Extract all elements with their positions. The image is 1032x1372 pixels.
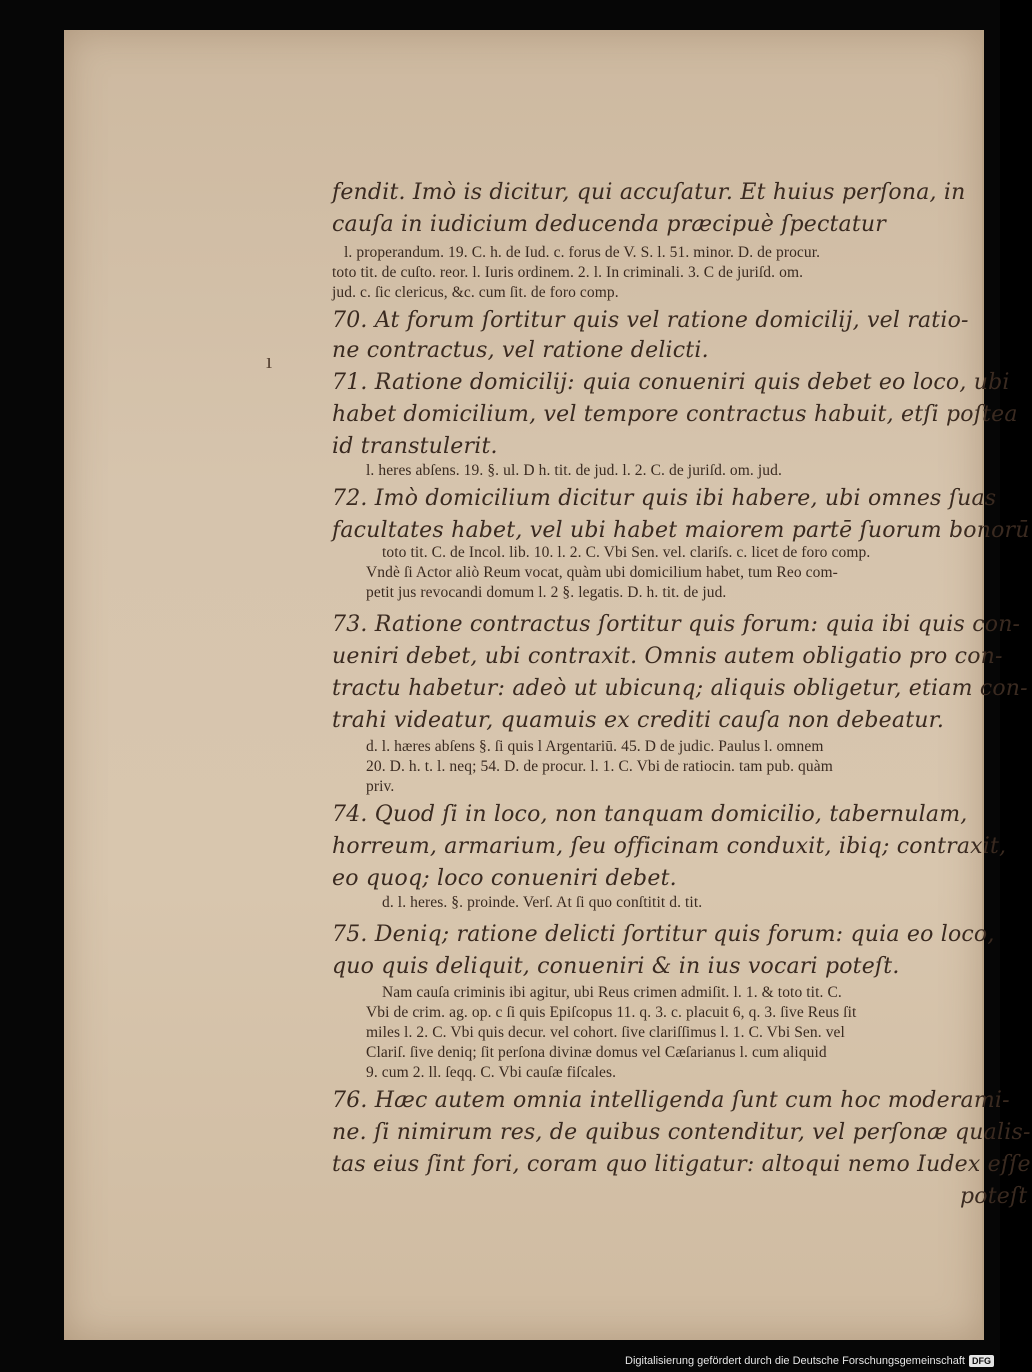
reference-line: priv.	[366, 778, 395, 795]
text-line: 70. At forum ſortitur quis vel ratione domicilij, vel ratio-	[332, 308, 969, 333]
text-line: fendit. Imò is dicitur, qui accuſatur. Et huius perſona, in	[332, 180, 966, 205]
reference-line: petit jus revocandi domum l. 2 §. legatis. D. h. tit. de jud.	[366, 584, 727, 601]
reference-line: miles l. 2. C. Vbi quis decur. vel cohort. ſive clariſſimus l. 1. C. Vbi Sen. vel	[366, 1024, 845, 1041]
reference-line: jud. c. ſic clericus, &c. cum ſit. de foro comp.	[332, 284, 619, 301]
text-line: 74. Quod ſi in loco, non tanquam domicilio, tabernulam,	[332, 802, 968, 827]
text-line: horreum, armarium, ſeu officinam conduxit, ibiq; contraxit,	[332, 834, 1007, 859]
text-line: cauſa in iudicium deducenda præcipuè ſpectatur	[332, 212, 886, 237]
document-page	[64, 30, 1031, 1340]
text-line: id transtulerit.	[332, 434, 498, 459]
reference-line: Nam cauſa criminis ibi agitur, ubi Reus crimen admiſit. l. 1. & toto tit. C.	[382, 984, 842, 1001]
text-line: ne. ſi nimirum res, de quibus contenditur, vel perſonæ qualis-	[332, 1120, 1031, 1145]
text-line: ne contractus, vel ratione delicti.	[332, 338, 709, 363]
text-line: quo quis deliquit, conueniri & in ius vocari poteſt.	[332, 954, 900, 979]
reference-line: d. l. heres. §. proinde. Verſ. At ſi quo conſtitit d. tit.	[382, 894, 703, 911]
footer-bar	[0, 1350, 1000, 1372]
reference-line: Clariſ. ſive deniq; ſit perſona divinæ domus vel Cæſarianus l. cum aliquid	[366, 1044, 827, 1061]
text-line: eo quoq; loco conueniri debet.	[332, 866, 677, 891]
text-line: tractu habetur: adeò ut ubicunq; aliquis obligetur, etiam con-	[332, 676, 1028, 701]
text-line: tas eius ſint fori, coram quo litigatur: altoqui nemo Iudex eſſe	[332, 1152, 1031, 1177]
text-line: poteſt	[960, 1184, 1028, 1209]
text-line: facultates habet, vel ubi habet maiorem partē ſuorum bonorū	[332, 518, 1030, 543]
reference-line: 9. cum 2. ll. ſeqq. C. Vbi cauſæ fiſcales.	[366, 1064, 617, 1081]
reference-line: Vbi de crim. ag. op. c ſi quis Epiſcopus 11. q. 3. c. placuit 6, q. 3. ſive Reus ſit	[366, 1004, 857, 1021]
margin-mark: ı	[266, 348, 273, 373]
text-line: 75. Deniq; ratione delicti ſortitur quis forum: quia eo loco,	[332, 922, 995, 947]
dfg-logo-icon: DFG	[969, 1355, 994, 1367]
reference-line: d. l. hæres abſens §. ſi quis l Argentariū. 45. D de judic. Paulus l. omnem	[366, 738, 824, 755]
reference-line: l. heres abſens. 19. §. ul. D h. tit. de jud. l. 2. C. de juriſd. om. jud.	[366, 462, 782, 479]
text-line: 73. Ratione contractus ſortitur quis forum: quia ibi quis con-	[332, 612, 1021, 637]
text-line: habet domicilium, vel tempore contractus habuit, etſi poſtea	[332, 402, 1018, 427]
text-line: trahi videatur, quamuis ex crediti cauſa non debeatur.	[332, 708, 945, 733]
footer-credit: Digitalisierung gefördert durch die Deutsche Forschungsgemeinschaft	[625, 1355, 965, 1367]
reference-line: l. properandum. 19. C. h. de Iud. c. forus de V. S. l. 51. minor. D. de procur.	[344, 244, 821, 261]
reference-line: toto tit. de cuſto. reor. l. Iuris ordinem. 2. l. In criminali. 3. C de juriſd. om.	[332, 264, 804, 281]
reference-line: Vndè ſi Actor aliò Reum vocat, quàm ubi domicilium habet, tum Reo com-	[366, 564, 838, 581]
reference-line: toto tit. C. de Incol. lib. 10. l. 2. C. Vbi Sen. vel. clariſs. c. licet de foro comp.	[382, 544, 871, 561]
text-line: 76. Hæc autem omnia intelligenda ſunt cum hoc moderami-	[332, 1088, 1010, 1113]
text-line: 72. Imò domicilium dicitur quis ibi habere, ubi omnes ſuas	[332, 486, 997, 511]
text-line: 71. Ratione domicilij: quia conueniri quis debet eo loco, ubi	[332, 370, 1010, 395]
reference-line: 20. D. h. t. l. neq; 54. D. de procur. l. 1. C. Vbi de ratiocin. tam pub. quàm	[366, 758, 833, 775]
text-line: ueniri debet, ubi contraxit. Omnis autem obligatio pro con-	[332, 644, 1003, 669]
